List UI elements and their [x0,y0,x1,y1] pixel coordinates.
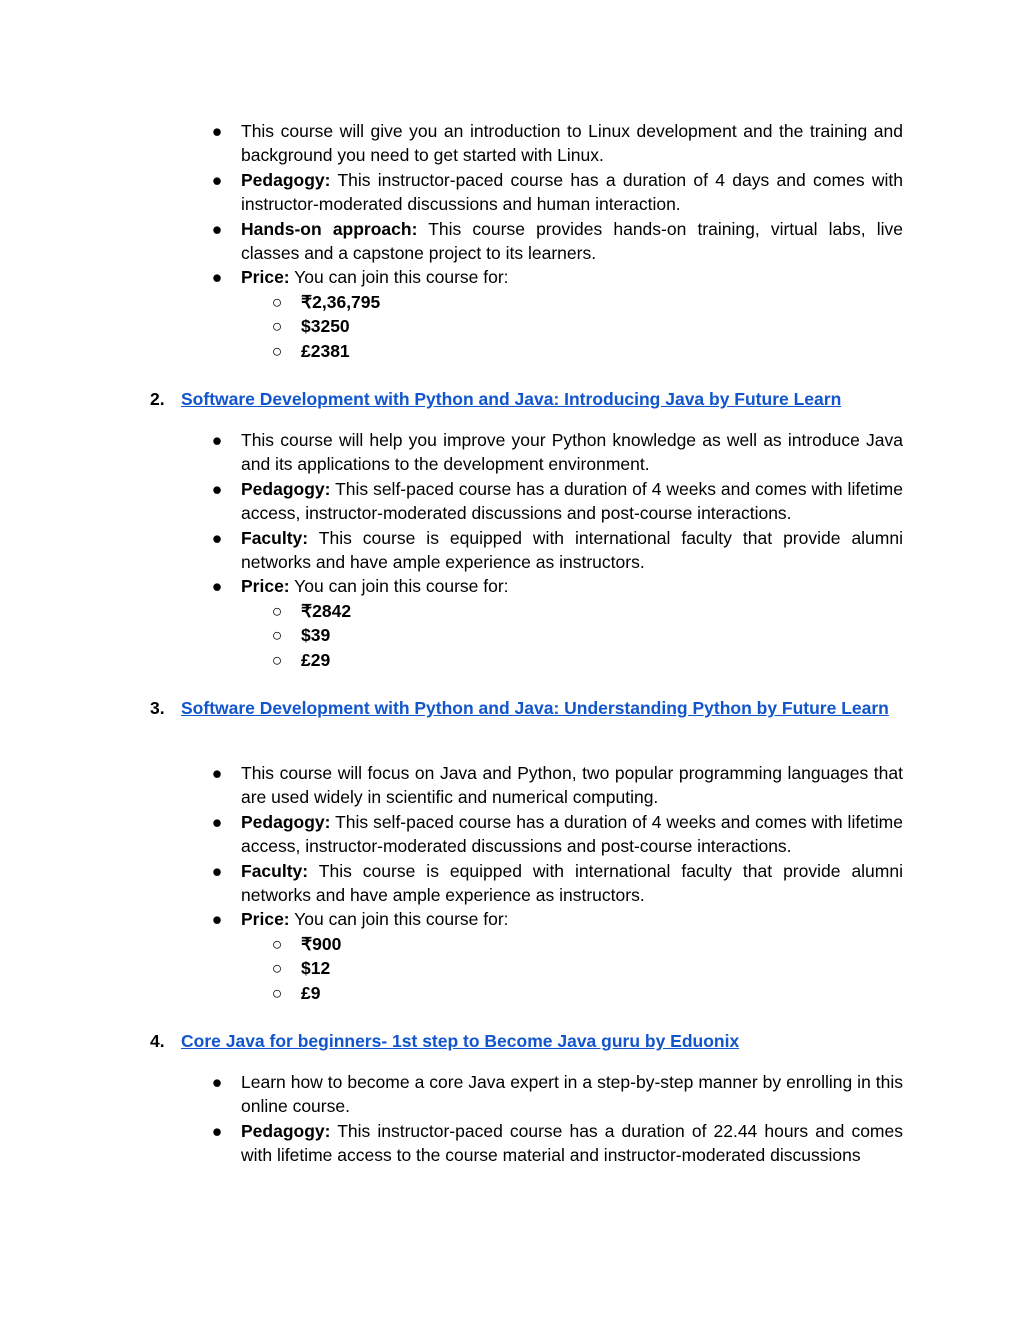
list-item [0,477,1024,526]
bullet-icon: ● [211,169,223,190]
bullet-label: Pedagogy: [241,169,331,190]
list-item [0,119,1024,168]
bullet-text: This course will give you an introduction to Linux development and the training and background you need to get started with Linux. [241,121,903,166]
list-item [0,810,1024,859]
price-item [0,599,1024,623]
section-number: 3. [150,698,165,718]
price-value: $12 [301,958,331,979]
bullet-text: This course is equipped with international faculty that provide alumni networks and have ample experience as instructors. [241,860,903,906]
bullet-text: This course will help you improve your Python knowledge as well as introduce Java and its applications to the development environment. [241,430,903,475]
section-4-bullets [0,1070,1024,1168]
price-item [0,648,1024,672]
list-item [0,526,1024,575]
price-value: £2381 [301,340,350,361]
sub-bullet-icon: ○ [271,933,283,954]
section-3-heading [0,696,1024,720]
bullet-icon: ● [211,576,223,597]
list-item [0,761,1024,810]
bullet-icon: ● [211,430,223,450]
section-1-prices [0,290,1024,363]
price-value: $3250 [301,316,350,337]
section-2-content [0,428,1024,672]
bullet-label: Price: [241,909,290,930]
sub-bullet-icon: ○ [271,316,283,337]
section-3-prices [0,932,1024,1005]
bullet-label: Pedagogy: [241,1120,331,1141]
bullet-icon: ● [211,267,223,288]
price-item [0,932,1024,956]
price-item [0,314,1024,338]
bullet-icon: ● [211,478,223,499]
bullet-text: You can join this course for: [289,909,509,930]
bullet-text: This self-paced course has a duration of 4 weeks and comes with lifetime access, instructor-moderated discussions and post-course interactions. [241,478,903,524]
price-value: £9 [301,982,321,1003]
list-item [0,1070,1024,1119]
price-value: ₹2,36,795 [301,291,381,312]
bullet-text: This course is equipped with international faculty that provide alumni networks and have ample experience as instructors. [241,527,903,573]
bullet-icon: ● [211,218,223,239]
section-1-content [0,119,1024,363]
list-item [0,907,1024,931]
bullet-text: This self-paced course has a duration of 4 weeks and comes with lifetime access, instructor-moderated discussions and post-course interactions. [241,811,903,857]
list-item [0,574,1024,598]
bullet-icon: ● [211,909,223,930]
bullet-text: You can join this course for: [289,576,509,597]
sub-bullet-icon: ○ [271,340,283,361]
price-item [0,339,1024,363]
bullet-text: This course will focus on Java and Python, two popular programming languages that are used widely in scientific and numerical computing. [241,763,903,808]
section-1-bullets [0,119,1024,290]
sub-bullet-icon: ○ [271,625,283,646]
sub-bullet-icon: ○ [271,982,283,1003]
sub-bullet-icon: ○ [271,649,283,670]
bullet-icon: ● [211,1120,223,1141]
list-item [0,859,1024,908]
price-item [0,981,1024,1005]
bullet-label: Pedagogy: [241,478,331,499]
section-2-prices [0,599,1024,672]
price-item [0,290,1024,314]
course-link[interactable]: Software Development with Python and Java: Introducing Java by Future Learn [181,389,842,409]
section-number: 2. [150,389,165,409]
section-3-bullets [0,761,1024,932]
list-item [0,1119,1024,1168]
list-item [0,168,1024,217]
bullet-icon: ● [211,811,223,832]
section-4-content [0,1070,1024,1168]
price-value: £29 [301,649,331,670]
bullet-text: You can join this course for: [289,267,509,288]
section-4-heading [0,1029,1024,1053]
list-item [0,217,1024,266]
section-2-heading [0,387,1024,411]
bullet-icon: ● [211,860,223,881]
bullet-label: Hands-on approach: [241,218,418,239]
bullet-icon: ● [211,121,223,141]
course-link[interactable]: Core Java for beginners- 1st step to Become Java guru by Eduonix [181,1031,740,1051]
bullet-icon: ● [211,1072,223,1092]
bullet-label: Price: [241,267,290,288]
section-number: 4. [150,1031,165,1051]
bullet-label: Price: [241,576,290,597]
bullet-text: This instructor-paced course has a duration of 22.44 hours and comes with lifetime access to the course material and instructor-moderated discussions [241,1120,903,1166]
bullet-icon: ● [211,763,223,783]
course-link[interactable]: Software Development with Python and Java: Understanding Python by Future Learn [181,698,889,718]
price-value: ₹2842 [301,600,352,621]
price-item [0,623,1024,647]
price-value: ₹900 [301,933,342,954]
list-item [0,428,1024,477]
bullet-text: Learn how to become a core Java expert in a step-by-step manner by enrolling in this online course. [241,1072,903,1117]
sub-bullet-icon: ○ [271,600,283,621]
bullet-label: Pedagogy: [241,811,331,832]
bullet-label: Faculty: [241,860,309,881]
list-item [0,265,1024,289]
price-item [0,956,1024,980]
bullet-text: This course provides hands-on training, virtual labs, live classes and a capstone project to its learners. [241,218,903,264]
price-value: $39 [301,625,331,646]
bullet-label: Faculty: [241,527,309,548]
sub-bullet-icon: ○ [271,291,283,312]
sub-bullet-icon: ○ [271,958,283,979]
section-2-bullets [0,428,1024,599]
bullet-icon: ● [211,527,223,548]
bullet-text: This instructor-paced course has a duration of 4 days and comes with instructor-moderated discussions and human interaction. [241,169,903,215]
section-3-content [0,761,1024,1005]
